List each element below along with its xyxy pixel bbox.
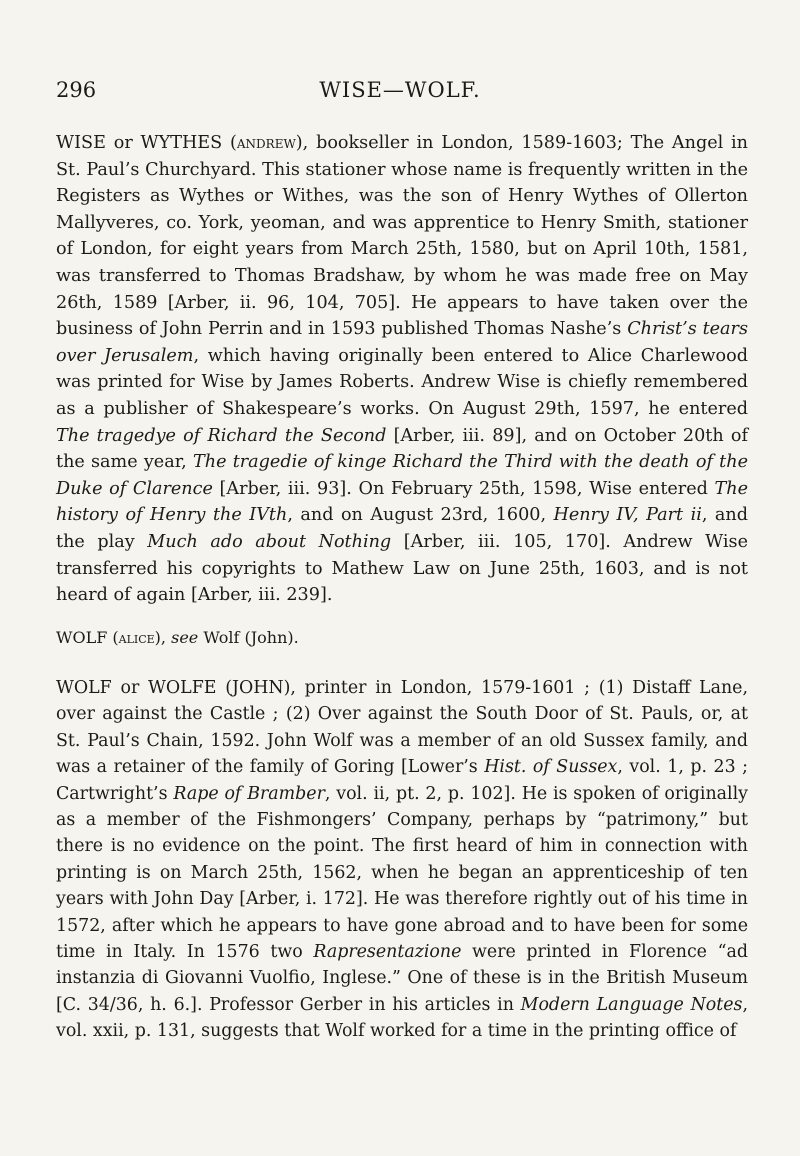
title-italic: Rape of Bramber xyxy=(173,783,325,804)
title-italic: Much ado about Nothing xyxy=(147,531,392,552)
page-number: 296 xyxy=(56,78,97,102)
title-italic: The tragedie of kinge Richard the Third with the death of the Duke of Clarence xyxy=(56,452,748,499)
title-italic: Henry IV, Part ii xyxy=(553,505,702,526)
entry-heading-name: (JOHN), xyxy=(225,678,296,698)
entry-heading: WOLF or WOLFE xyxy=(56,678,217,698)
entry-text: printer in London, 1579-1601 ; (1) Distaff Lane, over against the Castle ; (2) Over against the South Door of St. Pauls, or, at St. Paul’s Chain, 1592. John Wolf was a member of an old Sussex family, and was a retainer of the family of Goring [Lower’s xyxy=(56,678,748,778)
entry-text: , vol. 1, p. 23 ; Cartwright’s xyxy=(56,757,749,804)
title-italic: Hist. of Sussex xyxy=(484,757,618,778)
entry-wolf-john xyxy=(56,675,748,1045)
entry-text: Wolf (John). xyxy=(198,628,299,647)
title-italic: Rapresentazione xyxy=(313,942,462,963)
entry-heading: WOLF xyxy=(56,628,108,647)
entry-text: , vol. ii, pt. 2, p. 102]. He is spoken of originally as a member of the Fishmongers’ Company, perhaps by “patrimony,” but there is no evidence on the point. The first heard of him in connection with printing is on March 25th, 1562, when he began an apprenticeship of ten years with John Day [Arber, i. 172]. He was therefore rightly out of his time in 1572, after which he appears to have gone abroad and to have been for some time in Italy. In 1576 two xyxy=(56,783,748,963)
entry-text: , which having originally been entered to Alice Charlewood was printed for Wise by James Roberts. Andrew Wise is chiefly remembered as a publisher of Shakespeare’s works. On August 29th, 1597, he entered xyxy=(56,345,748,419)
title-italic: Christ’s tears over Jerusalem xyxy=(56,319,748,366)
title-italic: The history of Henry the IVth xyxy=(56,478,749,526)
entry-text: [Arber, iii. 89], and on October 20th of the same year, xyxy=(56,425,748,473)
page-header xyxy=(56,78,744,108)
entry-text: , vol. xxii, p. 131, suggests that Wolf worked for a time in the printing office of xyxy=(56,994,749,1042)
entry-heading: WISE or WYTHES xyxy=(56,133,223,153)
title-italic: The tragedye of Richard the Second xyxy=(56,425,387,446)
entry-text: bookseller in London, 1589-1603; The Angel in St. Paul’s Churchyard. This stationer whose name is frequently written in the Registers as Wythes or Withes, was the son of Henry Wythes of Ollerton Mallyveres, co. York, yeoman, and was apprentice to Henry Smith, stationer of London, for eight years from March 25th, 1580, but on April 10th, 1581, was transferred to Thomas Bradshaw, by whom he was made free on May 26th, 1589 [Arber, ii. 96, 104, 705]. He appears to have taken over the business of John Perrin and in 1593 published Thomas Nashe’s xyxy=(56,133,749,340)
title-italic: Modern Language Notes xyxy=(520,994,743,1015)
entry-text: [Arber, iii. 93]. On February 25th, 1598, Wise entered xyxy=(212,478,715,499)
entry-wolf-alice xyxy=(56,627,748,649)
entry-heading-name: (alice), xyxy=(112,628,167,647)
running-head: WISE—WOLF. xyxy=(319,78,481,102)
entry-text: were printed in Florence “ad instanzia di Giovanni Vuolfio, Inglese.” One of these is in the British Museum [C. 34/36, h. 6.]. Professor Gerber in his articles in xyxy=(56,942,748,1015)
entry-text: [Arber, iii. 105, 170]. Andrew Wise transferred his copyrights to Mathew Law on June 25th, 1603, and is not heard of again [Arber, iii. 239]. xyxy=(56,531,748,606)
entry-text: , and the play xyxy=(56,505,749,552)
entry-wise xyxy=(56,130,748,609)
see-italic: see xyxy=(171,628,199,647)
entry-text: , and on August 23rd, 1600, xyxy=(287,505,554,526)
entry-heading-name: (andrew), xyxy=(230,133,309,153)
